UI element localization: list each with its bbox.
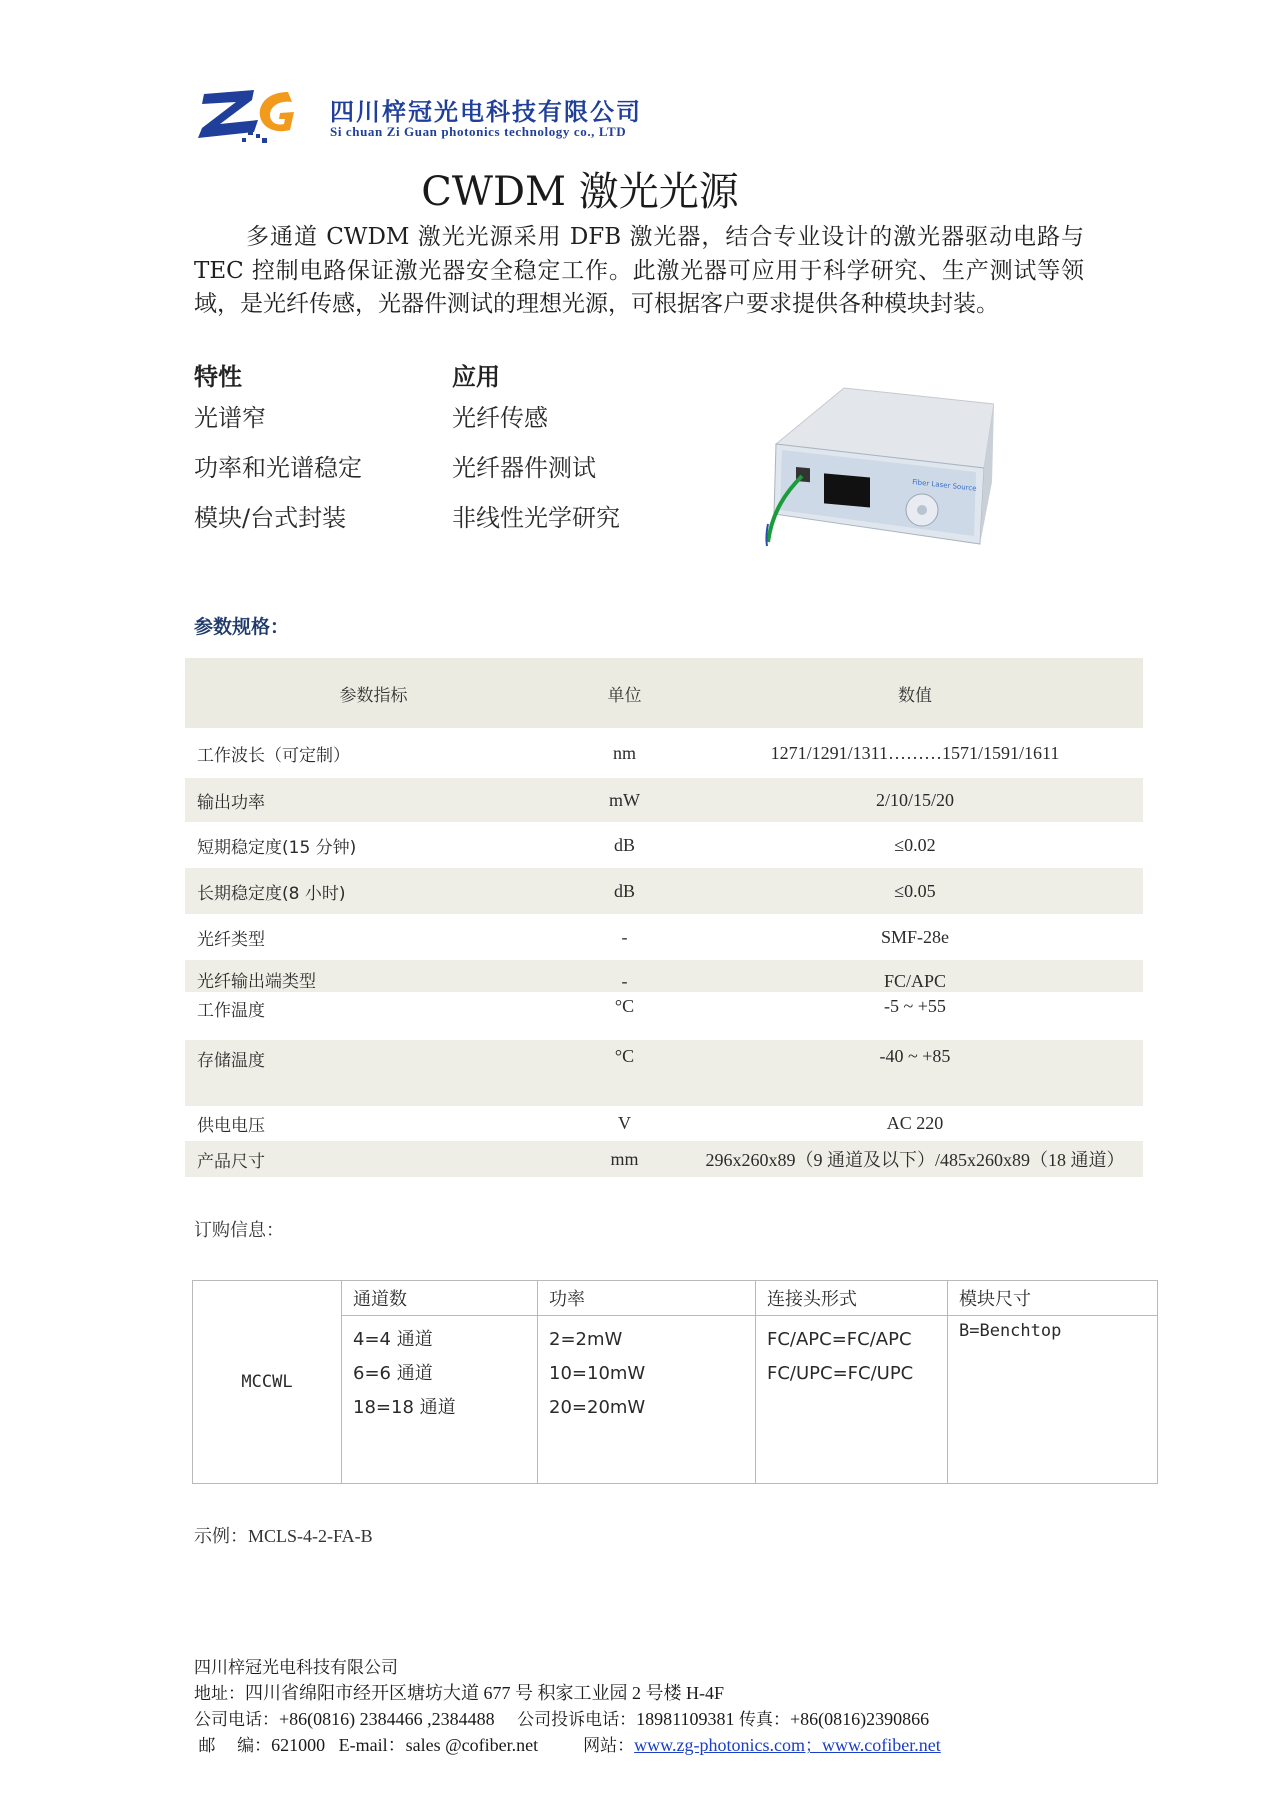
spec-col-header: 数值 [687, 658, 1143, 728]
applications-list [452, 398, 620, 548]
company-name-en: Si chuan Zi Guan photonics technology co., LTD [330, 124, 627, 139]
order-table [192, 1280, 1158, 1484]
table-row [185, 1040, 1143, 1106]
spec-value: -5 ~ +55 [884, 996, 946, 1016]
table-row [185, 1106, 1143, 1141]
applications-heading: 应用 [452, 363, 500, 391]
spec-name: 长期稳定度(8 小时) [185, 868, 562, 914]
table-row [185, 914, 1143, 960]
application-item: 光纤传感 [452, 404, 548, 432]
spec-header-row [185, 658, 1143, 728]
list-item: FC/UPC=FC/UPC [767, 1363, 914, 1384]
list-item: FC/APC=FC/APC [767, 1329, 912, 1350]
order-col-header: 模块尺寸 [948, 1281, 1158, 1316]
page-title: CWDM 激光光源 [421, 169, 739, 215]
example-value: MCLS-4-2-FA-B [248, 1526, 373, 1546]
spec-value: -40 ~ +85 [687, 1040, 1143, 1106]
list-item: 18=18 通道 [353, 1397, 456, 1418]
table-row [185, 1141, 1143, 1177]
spec-value: FC/APC [687, 960, 1143, 992]
order-col-header: 功率 [538, 1281, 756, 1316]
spec-value: 2/10/15/20 [687, 778, 1143, 822]
spec-name: 输出功率 [185, 778, 562, 822]
spec-name: 供电电压 [197, 1116, 265, 1136]
website-link-2[interactable]: www.cofiber.net [821, 1735, 941, 1755]
footer-address: 地址：四川省绵阳市经开区塘坊大道 677 号 积家工业园 2 号楼 H-4F [194, 1683, 725, 1704]
spec-name: 光纤类型 [197, 929, 265, 950]
footer-contact: 邮 编：621000 E-mail：sales @cofiber.net 网站：www.zg-photonics.com；www.cofiber.net [198, 1735, 941, 1756]
spec-unit: °C [614, 996, 635, 1016]
table-row [185, 778, 1143, 822]
order-connectors [756, 1316, 948, 1484]
spec-heading: 参数规格： [194, 616, 290, 638]
product-photo [762, 384, 994, 546]
spec-unit: - [562, 960, 687, 992]
order-heading: 订购信息： [194, 1220, 284, 1241]
list-item: 20=20mW [549, 1397, 646, 1418]
spec-value: ≤0.02 [894, 834, 936, 855]
intro-paragraph: 多通道 CWDM 激光光源采用 DFB 激光器，结合专业设计的激光器驱动电路与 TEC 控制电路保证激光器安全稳定工作。此激光器可应用于科学研究、生产测试等领域，是光纤传感，光器件测试的理想光源，可根据客户要求提供各种模块封装。 [194, 224, 1084, 317]
table-row [185, 992, 1143, 1040]
list-item: B=Benchtop [959, 1321, 1062, 1341]
company-logo [196, 82, 314, 146]
company-name-cn: 四川梓冠光电科技有限公司 [330, 98, 642, 126]
spec-name: 光纤输出端类型 [185, 960, 562, 992]
spec-name: 产品尺寸 [185, 1141, 562, 1177]
spec-value: ≤0.05 [687, 868, 1143, 914]
order-example [194, 1522, 373, 1548]
order-header-row [193, 1281, 1158, 1316]
order-col-header: 通道数 [342, 1281, 538, 1316]
spec-value: AC 220 [886, 1113, 944, 1133]
spec-col-header: 单位 [562, 658, 687, 728]
order-channels [342, 1316, 538, 1484]
spec-unit: nm [612, 742, 636, 763]
spec-table [185, 658, 1143, 1177]
list-item: 4=4 通道 [353, 1329, 433, 1350]
spec-value: 1271/1291/1311………1571/1591/1611 [770, 742, 1060, 763]
spec-unit: mW [562, 778, 687, 822]
spec-unit: V [618, 1113, 631, 1133]
features-list [194, 398, 362, 548]
application-item: 非线性光学研究 [452, 504, 620, 532]
list-item: 2=2mW [549, 1329, 623, 1350]
spec-col-header: 参数指标 [185, 658, 562, 728]
footer-company: 四川梓冠光电科技有限公司 [194, 1658, 398, 1678]
spec-unit: °C [562, 1040, 687, 1106]
spec-value: 296x260x89（9 通道及以下）/485x260x89（18 通道） [687, 1141, 1143, 1177]
spec-name: 工作温度 [197, 1001, 265, 1021]
order-powers [538, 1316, 756, 1484]
spec-unit: mm [562, 1141, 687, 1177]
feature-item: 模块/台式封装 [194, 504, 347, 532]
spec-name: 存储温度 [185, 1040, 562, 1106]
table-row [185, 960, 1143, 992]
spec-name: 工作波长（可定制） [197, 745, 350, 766]
order-model: MCCWL [193, 1281, 342, 1484]
order-sizes [948, 1316, 1158, 1484]
spec-unit: dB [613, 834, 635, 855]
table-row [185, 868, 1143, 914]
table-row [185, 822, 1143, 868]
spec-name: 短期稳定度(15 分钟) [197, 837, 357, 858]
spec-value: SMF-28e [880, 926, 949, 947]
feature-item: 功率和光谱稳定 [194, 454, 362, 482]
order-col-header: 连接头形式 [756, 1281, 948, 1316]
footer [194, 1656, 941, 1759]
website-link[interactable]: www.zg-photonics.com [634, 1735, 805, 1755]
list-item: 10=10mW [549, 1363, 646, 1384]
application-item: 光纤器件测试 [452, 454, 596, 482]
table-row [185, 728, 1143, 778]
footer-phone: 公司电话：+86(0816) 2384466 ,2384488 公司投诉电话：18981109381 传真：+86(0816)2390866 [194, 1709, 930, 1730]
panel-label: Fiber Laser Source [911, 478, 977, 493]
features-heading: 特性 [194, 363, 242, 391]
list-item: 6=6 通道 [353, 1363, 433, 1384]
feature-item: 光谱窄 [194, 404, 266, 432]
example-label: 示例： [194, 1526, 248, 1547]
spec-unit: dB [562, 868, 687, 914]
spec-unit: - [621, 926, 628, 947]
